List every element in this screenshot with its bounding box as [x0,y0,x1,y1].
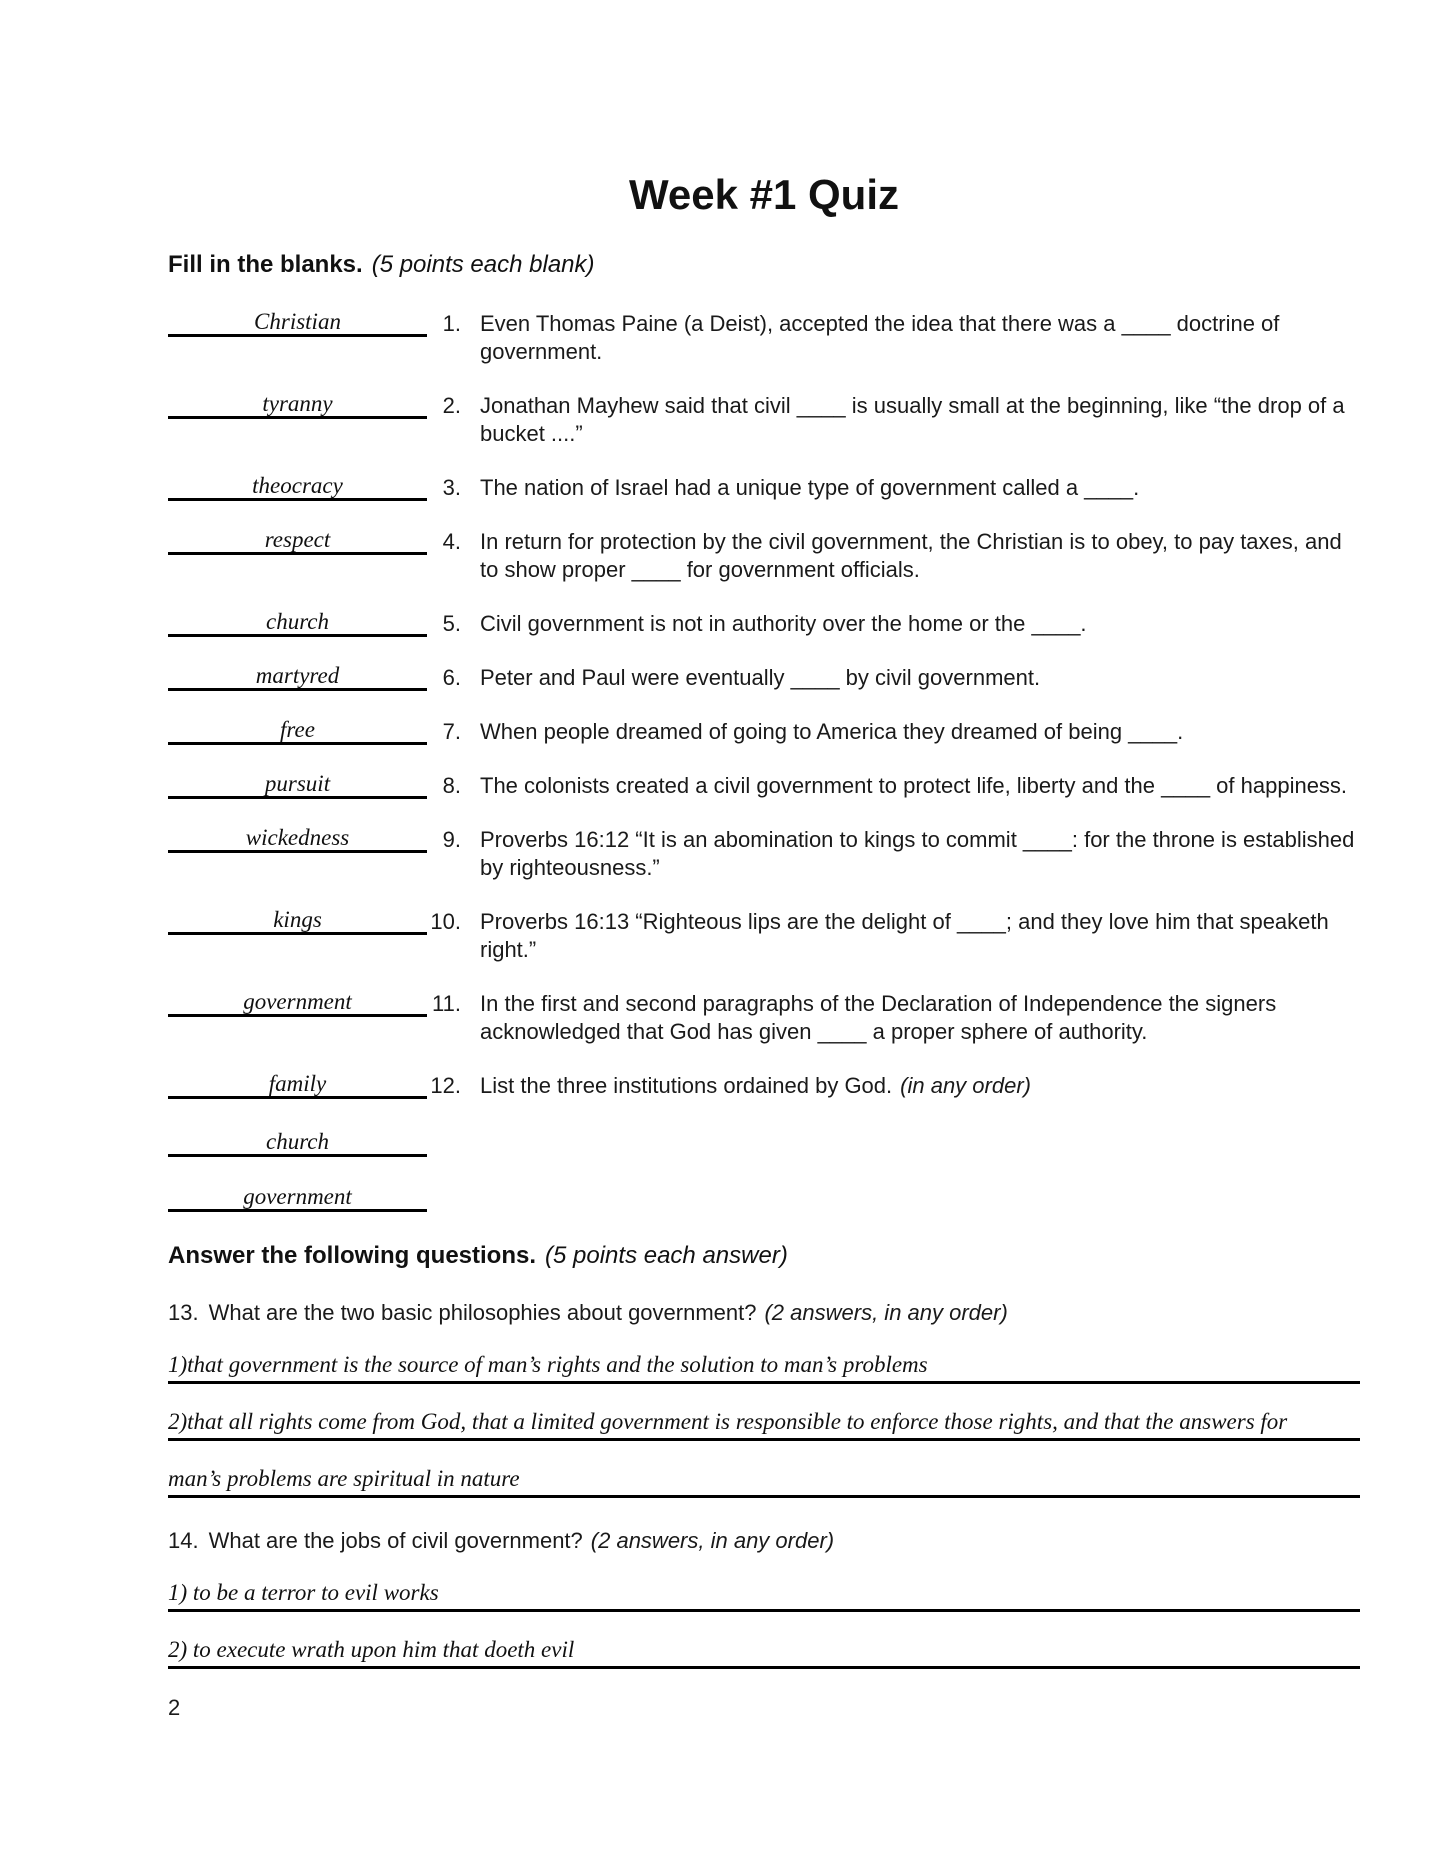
question-number-4: 4. [442,529,461,555]
page-content [168,172,1360,1721]
fill-item-11 [168,990,1360,1046]
fill-item-10 [168,908,1360,964]
question-text-12 [480,1072,1360,1100]
question-text-8: The colonists created a civil government to protect life, liberty and the ____ of happiness. [480,773,1348,799]
question-text-9: Proverbs 16:12 “It is an abomination to kings to commit ____: for the throne is established by righteousness.” [480,827,1355,881]
answer-text-7: free [280,717,315,743]
fill-item-6 [168,664,1360,692]
answer-blank-1 [168,310,427,337]
answer-blank-3 [168,474,427,501]
answer-blank-4 [168,528,427,555]
question-13 [168,1299,1360,1327]
qa-section-points-note: (5 points each answer) [545,1242,788,1270]
question-13-answer-line-1: 1)that government is the source of man’s rights and the solution to man’s problems [168,1352,1360,1384]
answer-blank-10 [168,908,427,935]
fill-item-7 [168,718,1360,746]
fill-in-list [168,310,1360,1212]
question-14-number: 14. [168,1528,199,1554]
question-14-note: (2 answers, in any order) [590,1528,835,1554]
answer-blank-11 [168,990,427,1017]
extra-blank-row-1 [168,1130,1360,1157]
question-13-answer-line-3: man’s problems are spiritual in nature [168,1466,1360,1498]
fill-section-heading [168,251,1360,279]
question-number-1: 1. [442,311,461,337]
answer-text-11: government [243,989,352,1015]
question-number-8: 8. [442,773,461,799]
qa-section-heading [168,1242,1360,1270]
answer-text-3: theocracy [252,473,343,499]
answer-text-8: pursuit [264,771,331,797]
extra-answer-text-1: church [265,1129,329,1155]
question-text-6: Peter and Paul were eventually ____ by civil government. [480,665,1041,691]
fill-item-3 [168,474,1360,502]
question-number-3: 3. [442,475,461,501]
fill-item-5 [168,610,1360,638]
fill-item-9 [168,826,1360,882]
question-text-3: The nation of Israel had a unique type of government called a ____. [480,475,1140,501]
question-14-answer-line-2: 2) to execute wrath upon him that doeth evil [168,1637,1360,1669]
question-13-answer-line-2: 2)that all rights come from God, that a limited government is responsible to enforce those rights, and that the answers for [168,1409,1360,1441]
answer-blank-5 [168,610,427,637]
question-text-11: In the first and second paragraphs of the Declaration of Independence the signers acknowledged that God has given ____ a proper sphere of authority. [480,991,1277,1045]
question-text-7: When people dreamed of going to America they dreamed of being ____. [480,719,1184,745]
question-14-text: What are the jobs of civil government? [208,1528,583,1554]
question-13-text: What are the two basic philosophies about government? [208,1300,757,1326]
answer-blank-12 [168,1072,427,1099]
page-title: Week #1 Quiz [628,171,899,218]
page-number: 2 [168,1695,181,1721]
answer-text-5: church [265,609,329,635]
question-text-5: Civil government is not in authority over the home or the ____. [480,611,1087,637]
qa-section-heading-text: Answer the following questions. [168,1242,537,1270]
answer-text-2: tyranny [262,391,333,417]
question-14 [168,1527,1360,1555]
fill-section-points-note: (5 points each blank) [371,251,595,279]
question-number-10: 10. [430,909,461,935]
answer-blank-6 [168,664,427,691]
question-number-2: 2. [442,393,461,419]
question-13-note: (2 answers, in any order) [764,1300,1008,1326]
answer-text-9: wickedness [245,825,350,851]
answer-text-1: Christian [254,309,341,335]
fill-item-12 [168,1072,1360,1100]
answer-blank-9 [168,826,427,853]
question-text-10: Proverbs 16:13 “Righteous lips are the delight of ____; and they love him that speaketh right.” [480,909,1329,963]
question-number-11: 11. [432,991,461,1017]
answer-blank-7 [168,718,427,745]
fill-item-4 [168,528,1360,584]
extra-answer-blank-2 [168,1185,427,1212]
question-text-12-main: List the three institutions ordained by God. [480,1073,893,1099]
question-number-6: 6. [442,665,461,691]
fill-item-8 [168,772,1360,800]
question-text-4: In return for protection by the civil government, the Christian is to obey, to pay taxes, and to show proper ____ for government officials. [480,529,1342,583]
question-14-answer-line-1: 1) to be a terror to evil works [168,1580,1360,1612]
question-number-5: 5. [442,611,461,637]
extra-blank-row-2 [168,1185,1360,1212]
answer-text-6: martyred [255,663,340,689]
answer-text-4: respect [264,527,331,553]
question-number-9: 9. [442,827,461,853]
fill-section-heading-text: Fill in the blanks. [168,251,363,279]
answer-blank-2 [168,392,427,419]
fill-item-1 [168,310,1360,366]
extra-answer-blank-1 [168,1130,427,1157]
answer-blank-8 [168,772,427,799]
fill-item-2 [168,392,1360,448]
answer-text-10: kings [273,907,322,933]
extra-answer-text-2: government [243,1184,352,1210]
question-text-1: Even Thomas Paine (a Deist), accepted the idea that there was a ____ doctrine of government. [480,311,1280,365]
question-number-7: 7. [442,719,461,745]
answer-text-12: family [268,1071,327,1097]
question-text-2: Jonathan Mayhew said that civil ____ is usually small at the beginning, like “the drop of a bucket ....” [480,393,1345,447]
question-13-number: 13. [168,1300,199,1326]
question-note-12: (in any order) [900,1073,1031,1099]
question-number-12: 12. [430,1073,461,1099]
